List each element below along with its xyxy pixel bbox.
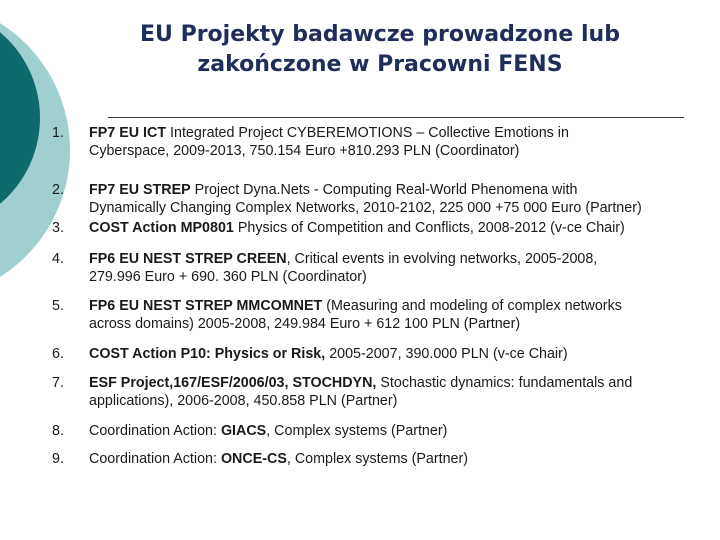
title-divider: [108, 117, 684, 118]
item-segment: FP7 EU STREP: [89, 182, 191, 198]
item-segment: FP7 EU ICT: [89, 125, 167, 141]
item-segment: COST Action MP0801: [89, 220, 234, 236]
item-line: [89, 219, 720, 237]
item-segment: applications), 2006-2008, 450.858 PLN (Partner): [89, 393, 398, 409]
item-segment: Dynamically Changing Complex Networks, 2010-2102, 225 000 +75 000 Euro (Partner): [89, 200, 642, 216]
item-text: [89, 450, 720, 468]
item-segment: FP6 EU NEST STREP CREEN: [89, 251, 287, 267]
item-number: 3.: [52, 220, 64, 236]
item-line: [89, 124, 720, 142]
item-segment: across domains) 2005-2008, 249.984 Euro + 612 100 PLN (Partner): [89, 316, 521, 332]
item-number: 1.: [52, 125, 64, 141]
item-text: [89, 124, 720, 160]
item-segment: ONCE-CS: [220, 451, 287, 467]
item-segment: Project Dyna.Nets - Computing Real-World Phenomena with: [190, 182, 578, 198]
item-text: [89, 219, 720, 237]
item-text: [89, 422, 720, 440]
item-line: [89, 181, 720, 199]
item-segment: Coordination Action:: [89, 423, 221, 439]
title-line-1: EU Projekty badawcze prowadzone lub: [140, 22, 620, 47]
item-line: [89, 250, 720, 268]
item-line: [89, 345, 720, 363]
item-segment: 279.996 Euro + 690. 360 PLN (Coordinator): [89, 269, 367, 285]
item-text: [89, 181, 720, 217]
item-segment: 2005-2007, 390.000 PLN (v-ce Chair): [325, 346, 568, 362]
item-line: [89, 450, 720, 468]
item-number: 7.: [52, 375, 64, 391]
item-segment: GIACS: [220, 423, 267, 439]
item-text: [89, 250, 720, 286]
item-text: [89, 374, 720, 410]
item-number: 8.: [52, 423, 64, 439]
item-line: [89, 268, 720, 286]
item-line: [89, 297, 720, 315]
item-number: 6.: [52, 346, 64, 362]
item-line: [89, 315, 720, 333]
item-segment: Physics of Competition and Conflicts, 2008-2012 (v-ce Chair): [233, 220, 625, 236]
item-line: [89, 422, 720, 440]
item-segment: ESF Project,167/ESF/2006/03, STOCHDYN,: [89, 375, 377, 391]
item-segment: Stochastic dynamics: fundamentals and: [376, 375, 633, 391]
item-number: 5.: [52, 298, 64, 314]
title-line-2: zakończone w Pracowni FENS: [197, 52, 563, 77]
item-segment: COST Action P10: Physics or Risk,: [89, 346, 326, 362]
item-segment: , Critical events in evolving networks, 2005-2008,: [286, 251, 598, 267]
item-segment: (Measuring and modeling of complex networks: [322, 298, 622, 314]
item-line: [89, 199, 720, 217]
item-number: 9.: [52, 451, 64, 467]
item-line: [89, 374, 720, 392]
item-line: [89, 142, 720, 160]
item-number: 2.: [52, 182, 64, 198]
item-segment: Coordination Action:: [89, 451, 221, 467]
item-segment: Cyberspace, 2009-2013, 750.154 Euro +810.293 PLN (Coordinator): [89, 143, 520, 159]
item-segment: Integrated Project CYBEREMOTIONS – Collective Emotions in: [166, 125, 569, 141]
item-segment: , Complex systems (Partner): [266, 423, 448, 439]
item-text: [89, 297, 720, 333]
item-number: 4.: [52, 251, 64, 267]
item-text: [89, 345, 720, 363]
slide-title: [90, 20, 670, 80]
item-segment: FP6 EU NEST STREP MMCOMNET: [89, 298, 323, 314]
item-line: [89, 392, 720, 410]
item-segment: , Complex systems (Partner): [286, 451, 469, 467]
